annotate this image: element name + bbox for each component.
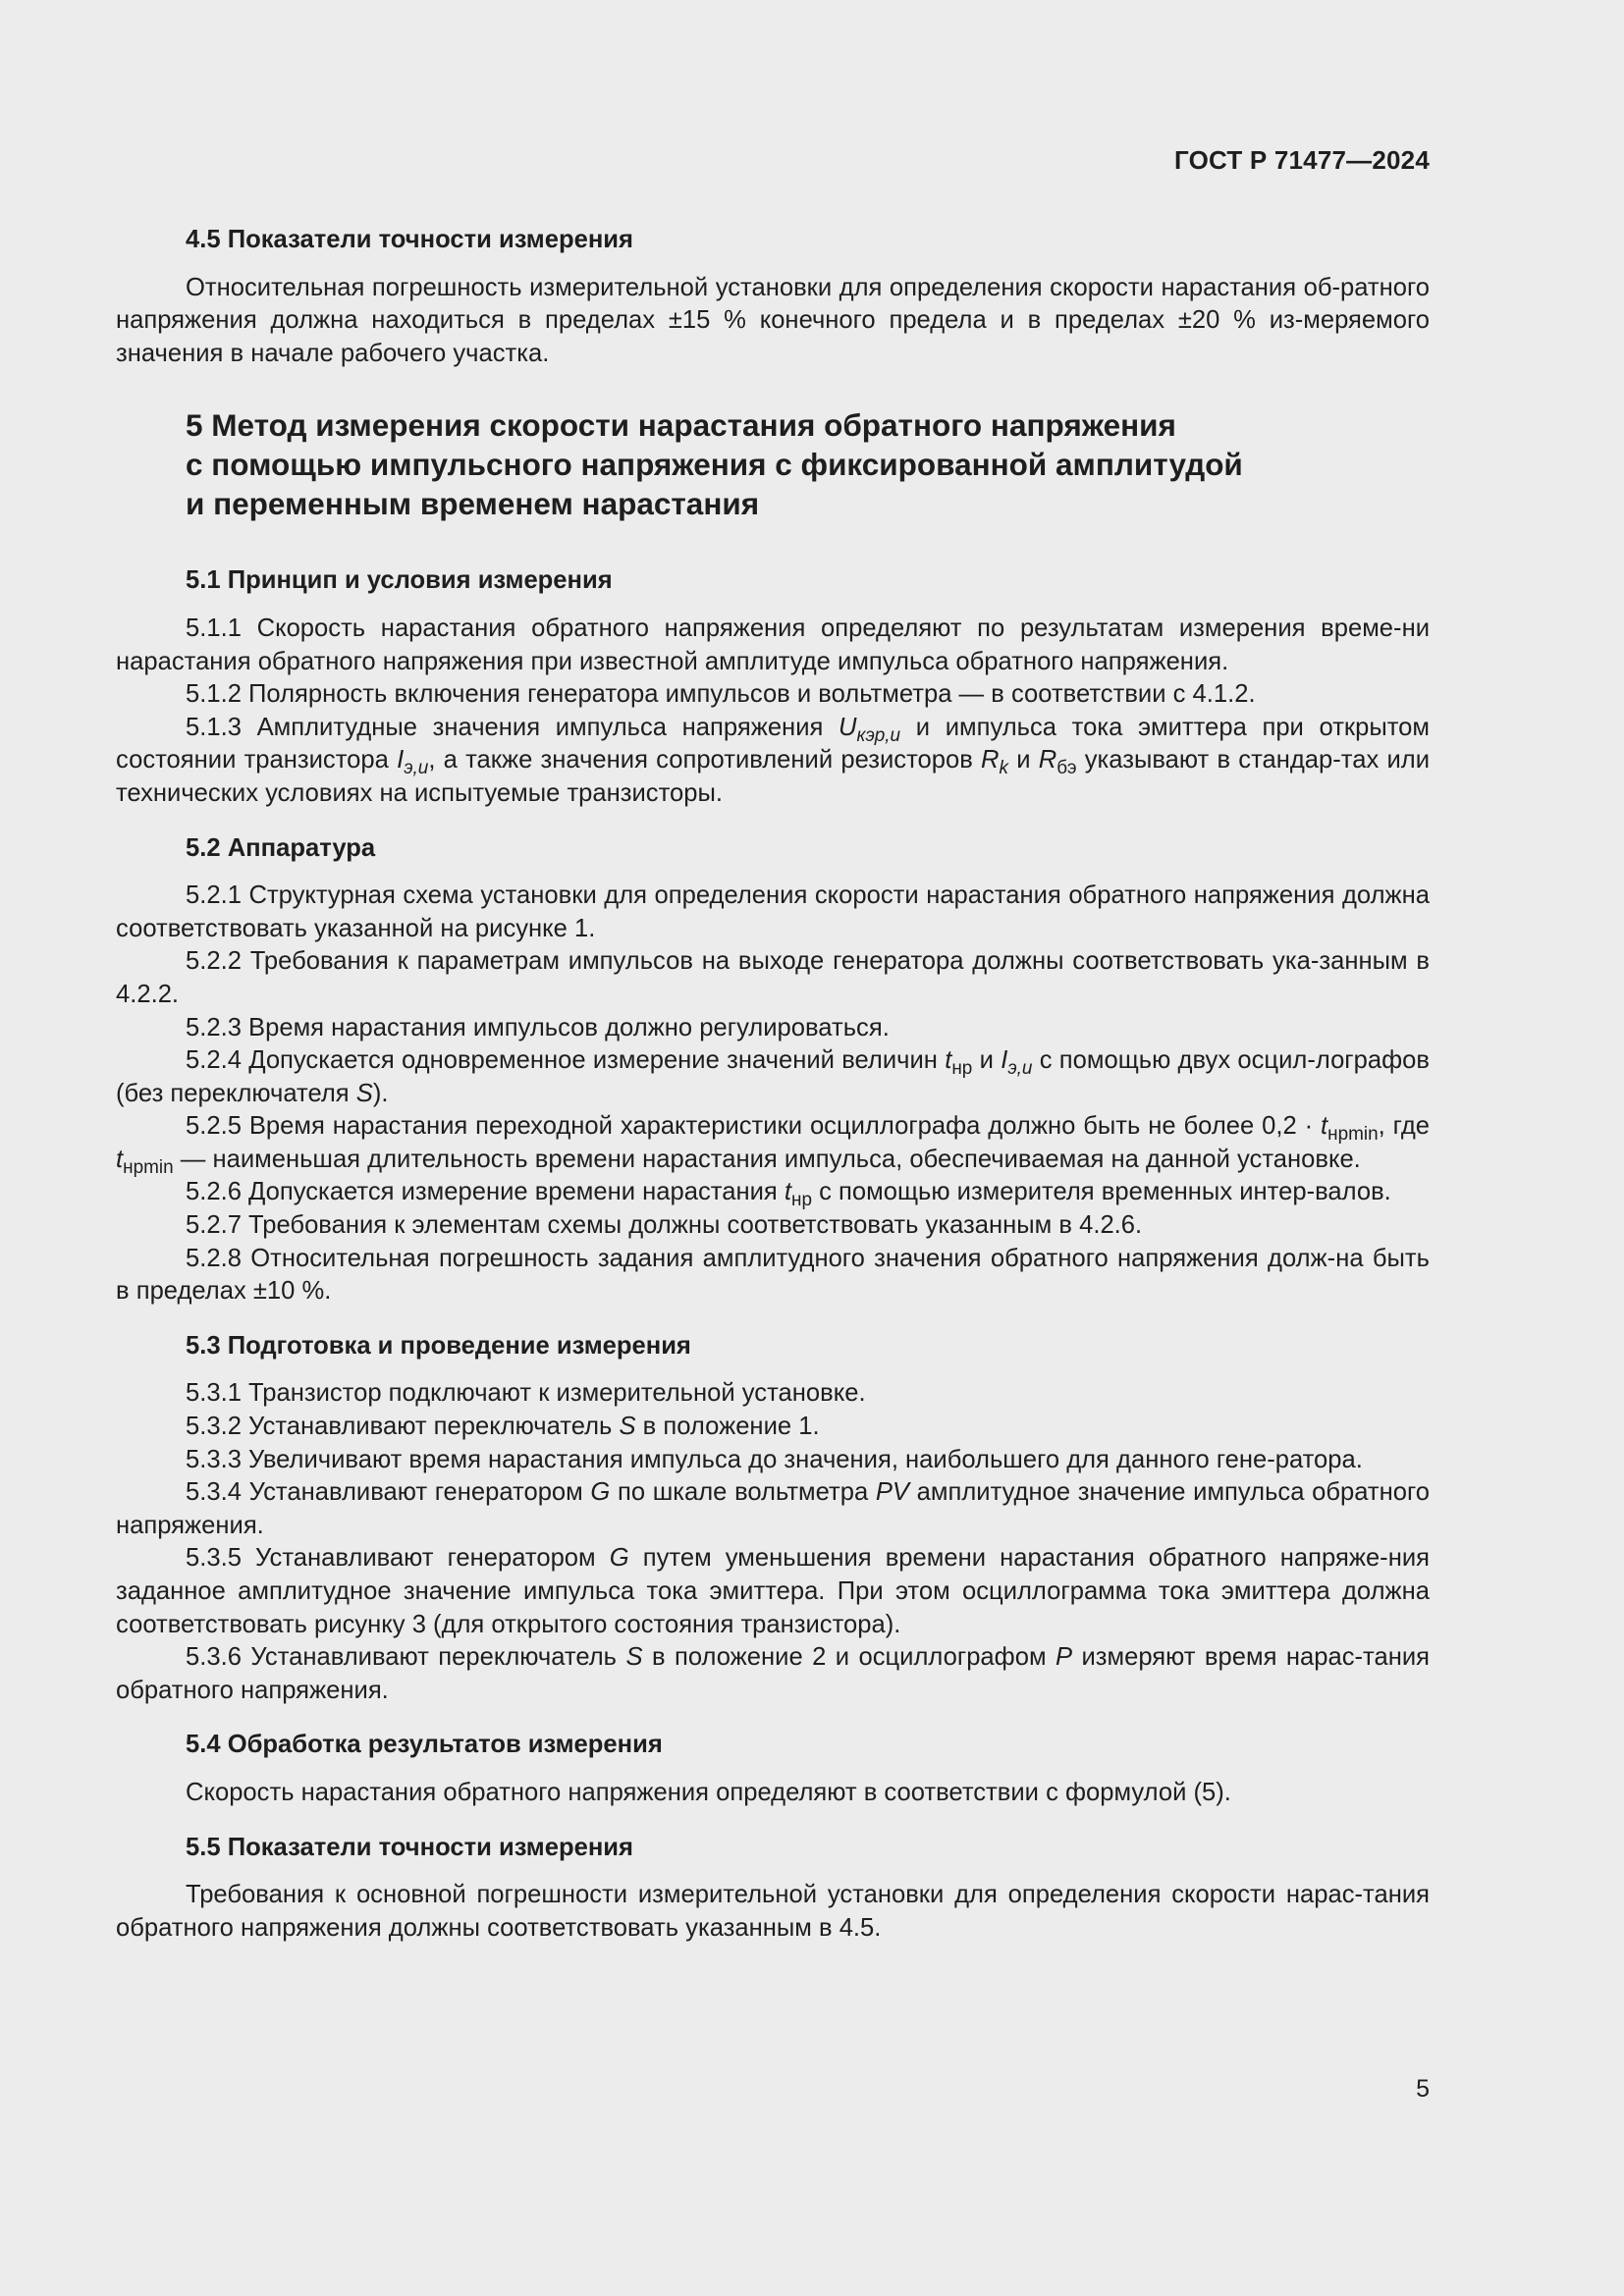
section-5-4-paragraph: Скорость нарастания обратного напряжения определяют в соответствии с формулой (5). xyxy=(186,1778,1231,1806)
text: 5.3.6 Устанавливают переключатель xyxy=(186,1643,626,1672)
paragraph-5-3-3: 5.3.3 Увеличивают время нарастания импульса до значения, наибольшего для данного гене-ратора. xyxy=(186,1445,1363,1473)
section-5-title-line-2: с помощью импульсного напряжения с фиксированной амплитудой xyxy=(186,447,1243,483)
variable: R xyxy=(981,746,1000,774)
paragraph-5-1-2: 5.1.2 Полярность включения генератора импульсов и вольтметра — в соответствии с 4.1.2. xyxy=(186,680,1256,709)
paragraph-5-3-4 xyxy=(116,1476,1430,1542)
paragraph-5-2-2: 5.2.2 Требования к параметрам импульсов на выходе генератора должны соответствовать ука-занным в 4.2.2. xyxy=(116,947,1430,1008)
text: в положение 1. xyxy=(635,1413,820,1441)
variable: G xyxy=(609,1544,629,1573)
text: измеряют время нарас-тания обратного напряжения. xyxy=(116,1643,1430,1704)
subscript: нрmin xyxy=(123,1156,174,1178)
subscript: нр xyxy=(791,1190,813,1211)
subscript: кэр,и xyxy=(856,724,901,746)
paragraph-5-2-4 xyxy=(116,1044,1430,1110)
text: 5.1.3 Амплитудные значения импульса напряжения xyxy=(186,713,839,741)
text: с помощью измерителя временных интер-валов. xyxy=(812,1178,1391,1206)
section-5-5-paragraph: Требования к основной погрешности измерительной установки для определения скорости нарас-тания обратного напряжения должны соответствовать указанным в 4.5. xyxy=(116,1881,1430,1942)
variable: G xyxy=(590,1478,611,1507)
text: 5.3.4 Устанавливают генератором xyxy=(186,1478,591,1507)
variable: S xyxy=(355,1079,373,1107)
paragraph-5-3-2 xyxy=(116,1411,1430,1444)
text: , где xyxy=(1378,1112,1430,1141)
variable: U xyxy=(839,713,857,741)
text: указывают в стандар-тах или технических условиях на испытуемые транзисторы. xyxy=(116,746,1431,807)
variable: R xyxy=(1038,746,1057,774)
text: ). xyxy=(372,1079,389,1107)
text: с помощью двух осцил-лографов (без переключателя xyxy=(116,1046,1430,1107)
section-5-title-line-3: и переменным временем нарастания xyxy=(186,486,760,522)
subscript: бэ xyxy=(1056,758,1077,779)
text: путем уменьшения времени нарастания обратного напряже-ния заданное амплитудное значение импульса тока эмиттера. При этом осциллограмма тока эмиттера должна соответствовать рисунку 3 (для открытого состояния транзистора). xyxy=(116,1544,1430,1638)
paragraph-5-2-1: 5.2.1 Структурная схема установки для определения скорости нарастания обратного напряжения должна соответствовать указанной на рисунке 1. xyxy=(116,881,1430,942)
variable: PV xyxy=(875,1478,910,1507)
standard-code-header: ГОСТ Р 71477—2024 xyxy=(1174,145,1430,175)
paragraph-5-2-8: 5.2.8 Относительная погрешность задания амплитудного значения обратного напряжения долж-на быть в пределах ±10 %. xyxy=(116,1244,1430,1306)
paragraph-5-1-3 xyxy=(116,712,1430,811)
paragraph-5-2-5 xyxy=(116,1110,1430,1176)
variable: S xyxy=(619,1413,636,1441)
section-5-5-title: 5.5 Показатели точности измерения xyxy=(186,1833,633,1861)
section-4-5-title: 4.5 Показатели точности измерения xyxy=(186,226,633,253)
page-number: 5 xyxy=(1416,2075,1430,2103)
text: — наименьшая длительность времени нарастания импульса, обеспечиваемая на данной установке. xyxy=(173,1145,1361,1173)
text: по шкале вольтметра xyxy=(610,1478,876,1507)
text: 5.2.5 Время нарастания переходной характеристики осциллографа должно быть не более 0,2 · xyxy=(186,1112,1321,1141)
document-body xyxy=(116,224,1430,1945)
paragraph-5-2-3: 5.2.3 Время нарастания импульсов должно регулироваться. xyxy=(186,1013,890,1041)
variable: P xyxy=(1055,1643,1073,1672)
section-4-5-paragraph: Относительная погрешность измерительной установки для определения скорости нарастания об-ратного напряжения должна находиться в пределах ±15 % конечного предела и в пределах ±20 % из-меряемого значения в начале рабочего участка. xyxy=(116,273,1430,367)
paragraph-5-2-6 xyxy=(116,1176,1430,1209)
paragraph-5-1-1: 5.1.1 Скорость нарастания обратного напряжения определяют по результатам измерения време-ни нарастания обратного напряжения при известной амплитуде импульса обратного напряжения. xyxy=(116,614,1430,675)
section-5-3-title: 5.3 Подготовка и проведение измерения xyxy=(186,1331,691,1360)
text: 5.3.2 Устанавливают переключатель xyxy=(186,1413,620,1441)
variable: t xyxy=(1321,1112,1328,1141)
text: 5.3.5 Устанавливают генератором xyxy=(186,1544,610,1573)
variable: t xyxy=(784,1178,792,1206)
paragraph-5-3-1: 5.3.1 Транзистор подключают к измерительной установке. xyxy=(186,1379,866,1408)
variable: I xyxy=(397,746,405,774)
text: и импульса тока эмиттера при открытом состоянии транзистора xyxy=(116,713,1431,774)
text: , а также значения сопротивлений резисторов xyxy=(428,746,982,774)
paragraph-5-2-7: 5.2.7 Требования к элементам схемы должны соответствовать указанным в 4.2.6. xyxy=(186,1211,1143,1240)
subscript: k xyxy=(999,758,1008,779)
section-5-2-title: 5.2 Аппаратура xyxy=(186,833,376,862)
variable: t xyxy=(116,1145,124,1173)
variable: S xyxy=(625,1643,643,1672)
section-5-1-title: 5.1 Принцип и условия измерения xyxy=(186,566,613,595)
variable: I xyxy=(1001,1046,1008,1075)
subscript: э,и xyxy=(404,758,429,779)
text: 5.2.6 Допускается измерение времени нарастания xyxy=(186,1178,785,1206)
paragraph-5-3-5 xyxy=(116,1542,1430,1641)
text: и xyxy=(1008,746,1039,774)
section-5-4-title: 5.4 Обработка результатов измерения xyxy=(186,1731,663,1759)
section-5-title-line-1: 5 Метод измерения скорости нарастания обратного напряжения xyxy=(186,407,1176,444)
text: в положение 2 и осциллографом xyxy=(642,1643,1056,1672)
text: и xyxy=(972,1046,1001,1075)
section-5-title xyxy=(116,405,1430,523)
text: амплитудное значение импульса обратного напряжения. xyxy=(116,1478,1430,1539)
paragraph-5-3-6 xyxy=(116,1641,1430,1707)
variable: t xyxy=(945,1046,952,1075)
subscript: нр xyxy=(951,1058,973,1080)
subscript: нрmin xyxy=(1327,1124,1379,1146)
text: 5.2.4 Допускается одновременное измерение значений величин xyxy=(186,1046,946,1075)
subscript: э,и xyxy=(1007,1058,1033,1080)
